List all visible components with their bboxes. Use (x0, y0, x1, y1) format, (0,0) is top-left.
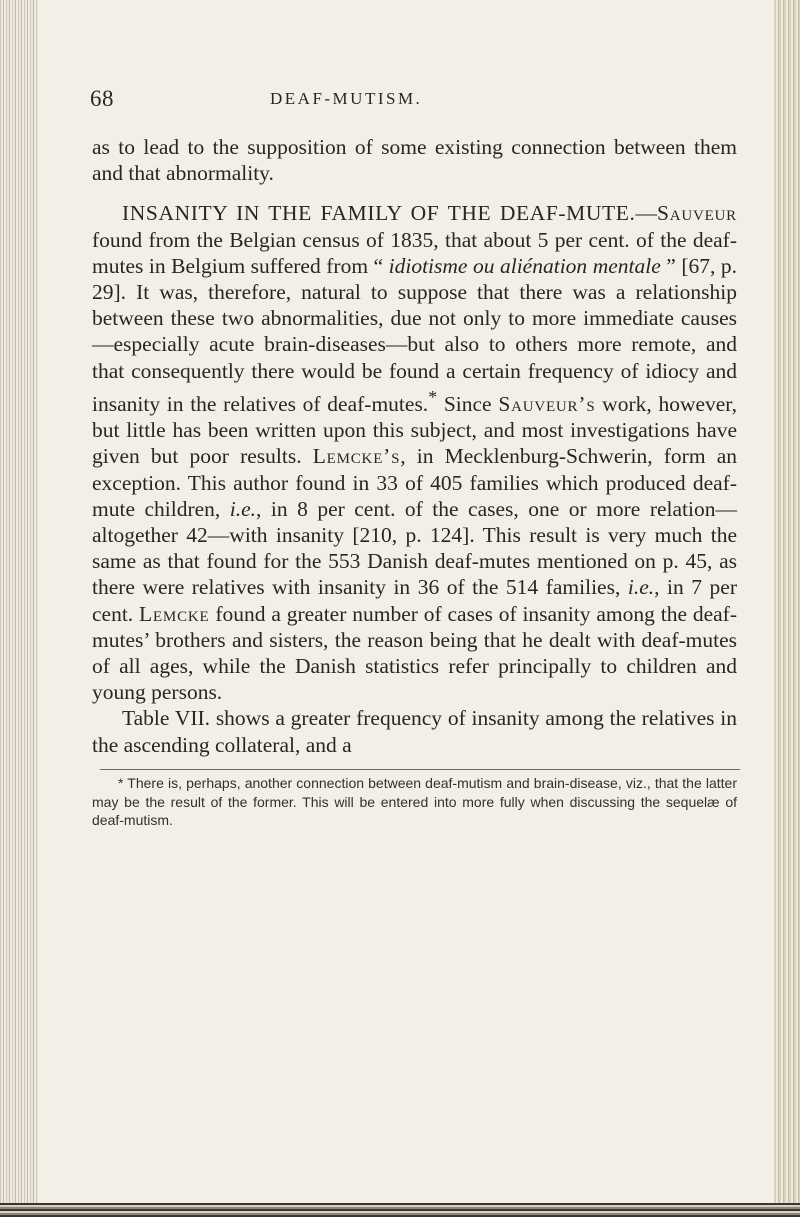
paragraph-continuation: as to lead to the supposition of some existing connection between them and that abnormality. (92, 135, 737, 186)
footnote (92, 774, 737, 830)
text-run: ” [67, p. 29]. It was, therefore, natural to suppose that there was a relationship between these two abnormalities, due not only to more immediate causes—especially acute brain-diseases—but also to others more remote, and that consequently there would be found a certain frequency of idiocy and insanity in the relatives of deaf-mutes. (92, 253, 738, 416)
author-name: Lemcke (139, 601, 210, 626)
footnote-mark: * (428, 386, 438, 407)
text-run: , in Mecklenburg-Schwerin, form an exception. This author found in 33 of 405 families which produced deaf-mute children, (92, 444, 737, 521)
author-name: Lemcke’s (312, 444, 401, 469)
paragraph-insanity (92, 200, 737, 705)
author-name: Sauveur (656, 201, 737, 226)
footnote-divider (100, 769, 740, 770)
text-run: found a greater number of cases of insanity among the deaf-mutes’ brothers and sisters, the reason being that he dealt with deaf-mutes of all ages, while the Danish statistics refer principally to children and young persons. (92, 601, 737, 705)
abbreviation: i.e. (229, 496, 257, 521)
text-run: Since (437, 391, 499, 416)
running-head (90, 86, 730, 116)
footnote-text: * There is, perhaps, another connection between deaf-mutism and brain-disease, viz., that the latter may be the result of the former. This will be entered into more fully when discussing the sequelæ of deaf-mutism. (92, 775, 737, 828)
page-edge (774, 0, 800, 1217)
page-number: 68 (90, 86, 114, 111)
text-run: found from the Belgian census of 1835, that about 5 per cent. of the deaf-mutes in Belgium suffered from “ (92, 227, 737, 278)
section-heading: INSANITY IN THE FAMILY OF THE DEAF-MUTE. (122, 201, 636, 226)
binding-edge (0, 0, 38, 1217)
running-title: DEAF-MUTISM. (270, 89, 423, 108)
heading-dash: — (635, 201, 657, 226)
author-name: Sauveur’s (498, 391, 596, 416)
text-run: , in 7 per cent. (92, 575, 737, 626)
body-text (92, 134, 737, 758)
paragraph-table: Table VII. shows a greater frequency of insanity among the relatives in the ascending collateral, and a (92, 706, 737, 757)
bottom-edge (0, 1203, 800, 1217)
abbreviation: i.e. (627, 575, 655, 600)
text-run: , in 8 per cent. of the cases, one or more relation—altogether 42—with insanity [210, p. 124]. This result is very much the same as that found for the 553 Danish deaf-mutes mentioned on p. 45, as there were relatives with insanity in 36 of the 514 families, (92, 496, 737, 600)
text-run: work, however, but little has been written upon this subject, and most investigations have given but poor results. (92, 391, 737, 469)
quoted-term: idiotisme ou aliénation mentale (388, 253, 661, 278)
